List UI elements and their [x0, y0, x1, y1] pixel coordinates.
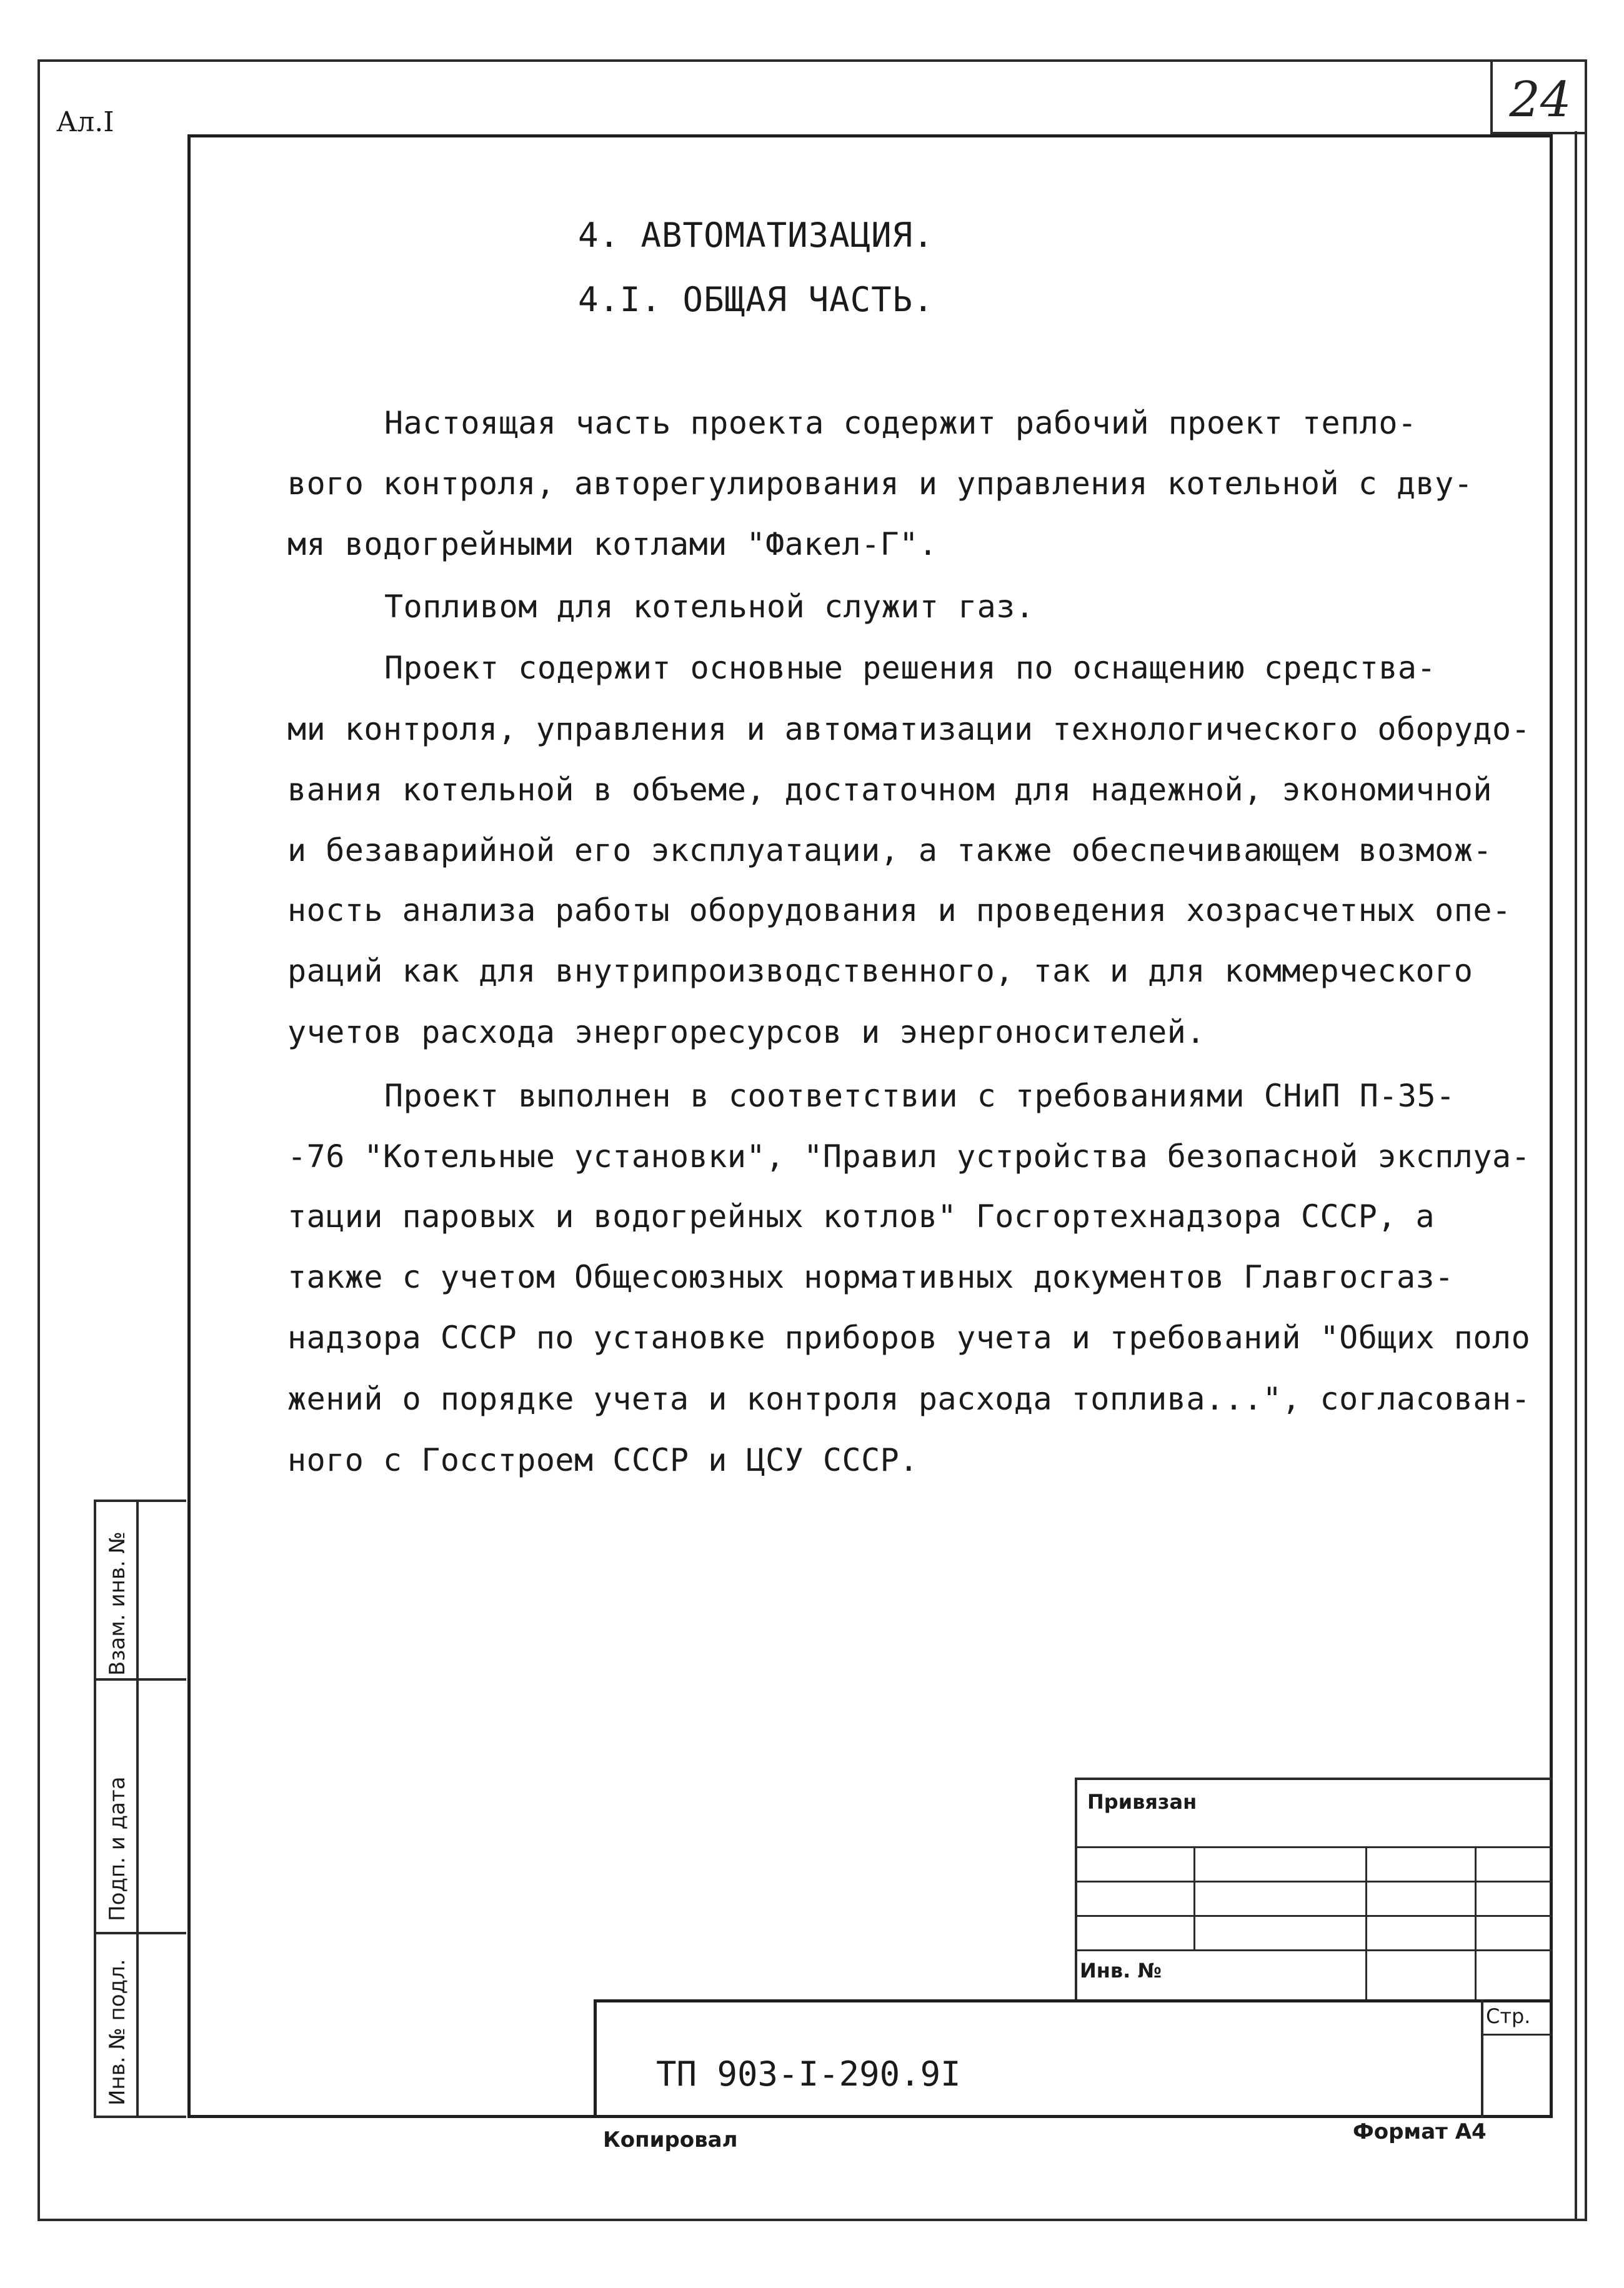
binding-title: Привязан	[1087, 1790, 1197, 1814]
binding-row-line	[1075, 1881, 1553, 1883]
binding-inv-label: Инв. №	[1080, 1959, 1162, 1982]
body-line: Проект содержит основные решения по оснащению средства-	[384, 650, 1437, 686]
sheet-label: Ал.I	[56, 106, 114, 138]
binding-row-line	[1075, 1846, 1553, 1848]
binding-row-line	[1075, 1949, 1553, 1951]
body-line: мя водогрейными котлами "Факел-Г".	[287, 526, 938, 562]
body-line: вания котельной в объеме, достаточном для надежной, экономичной	[287, 772, 1492, 808]
page-number: 24	[1509, 72, 1572, 128]
body-line: ность анализа работы оборудования и проведения хозрасчетных опе-	[287, 892, 1512, 928]
section-heading: 4. АВТОМАТИЗАЦИЯ.	[578, 216, 934, 255]
body-line: -76 "Котельные установки", "Правил устройства безопасной эксплуа-	[287, 1138, 1531, 1175]
body-line: и безаварийной его эксплуатации, а также обеспечивающем возмож-	[287, 832, 1492, 868]
copied-by-label: Копировал	[603, 2127, 738, 2152]
right-margin-rule	[1575, 131, 1577, 2221]
binding-col-line	[1365, 1846, 1367, 1999]
body-line: учетов расхода энергоресурсов и энергоносителей.	[287, 1014, 1205, 1050]
body-line: вого контроля, авторегулирования и управления котельной с дву-	[287, 465, 1473, 502]
body-line: ного с Госстроем СССР и ЦСУ СССР.	[287, 1442, 919, 1478]
body-line: надзора СССР по установке приборов учета и требований "Общих поло	[287, 1320, 1531, 1356]
page-cell-label: Стр.	[1486, 2004, 1531, 2028]
orig-inv-label: Инв. № подл.	[105, 1959, 130, 2106]
body-line: раций как для внутрипроизводственного, так и для коммерческого	[287, 953, 1473, 989]
body-line: ми контроля, управления и автоматизации технологического оборудо-	[287, 711, 1531, 747]
body-line: Настоящая часть проекта содержит рабочий проект тепло-	[384, 405, 1417, 441]
body-line: жений о порядке учета и контроля расхода топлива...", согласован-	[287, 1381, 1531, 1417]
binding-row-line	[1075, 1915, 1553, 1917]
page-cell-divider	[1481, 2034, 1553, 2036]
body-line: тации паровых и водогрейных котлов" Госгортехнадзора СССР, а	[287, 1198, 1435, 1235]
body-line: Проект выполнен в соответствии с требованиями СНиП П-35-	[384, 1078, 1455, 1114]
body-line: также с учетом Общесоюзных нормативных документов Главгосгаз-	[287, 1259, 1454, 1295]
document-code: ТП 903-I-290.9I	[656, 2054, 961, 2094]
binding-col-line	[1475, 1846, 1477, 1999]
sign-date-label: Подп. и дата	[105, 1776, 130, 1921]
binding-col-line	[1193, 1846, 1195, 1949]
subsection-heading: 4.I. ОБЩАЯ ЧАСТЬ.	[578, 280, 934, 319]
format-label: Формат А4	[1353, 2119, 1487, 2144]
replace-inv-label: Взам. инв. №	[105, 1531, 130, 1676]
body-line: Топливом для котельной служит газ.	[384, 589, 1035, 625]
